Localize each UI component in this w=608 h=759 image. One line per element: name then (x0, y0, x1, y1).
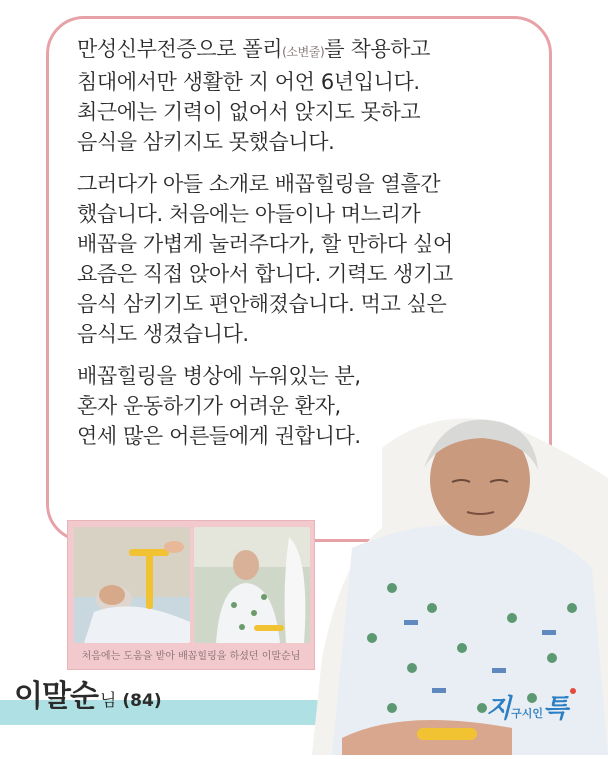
person-honorific: 님 (99, 691, 117, 711)
text-line: 배꼽을 가볍게 눌러주다가, 할 만하다 싶어 (77, 232, 453, 256)
brand-logo (486, 688, 576, 725)
logo-letter-1: 지 (486, 694, 512, 724)
story-text (77, 34, 545, 463)
paragraph-2 (77, 169, 545, 349)
logo-small-text: 구시인 (511, 707, 544, 720)
text-line: 음식 삼키기도 편안해졌습니다. 먹고 싶은 (77, 292, 447, 316)
logo-letter-2: 특 (543, 694, 569, 724)
text-line: 음식을 삼키지도 못했습니다. (77, 130, 335, 154)
person-age: (84) (122, 691, 162, 711)
paragraph-1 (77, 34, 545, 157)
text-line: 침대에서만 생활한 지 어언 6년입니다. (77, 70, 420, 94)
photo-lying-in-bed (74, 527, 190, 643)
text-line: 그러다가 아들 소개로 배꼽힐링을 열흘간 (77, 172, 441, 196)
text-line: 최근에는 기력이 없어서 앉지도 못하고 (77, 100, 421, 124)
person-name (14, 671, 162, 715)
text-line: 배꼽힐링을 병상에 누워있는 분, (77, 364, 361, 388)
text-line: 했습니다. 처음에는 아들이나 며느리가 (77, 202, 421, 226)
text-line-start: 만성신부전증으로 폴리 (77, 37, 283, 61)
text-line: 요즘은 직접 앉아서 합니다. 기력도 생기고 (77, 262, 453, 286)
text-line (77, 34, 545, 67)
photo-sitting-up (194, 527, 310, 643)
photo-caption: 처음에는 도움을 받아 배꼽힐링을 하셨던 이말순님 (81, 651, 301, 662)
text-line-end: 를 착용하고 (324, 37, 430, 61)
person-name-main: 이말순 (14, 679, 98, 714)
photo-frame (67, 520, 315, 670)
text-line: 혼자 운동하기가 어려운 환자, (77, 394, 341, 418)
text-line: 음식도 생겼습니다. (77, 322, 249, 346)
small-note: (소변줄) (282, 45, 325, 59)
logo-dot-icon (570, 688, 576, 694)
text-line: 연세 많은 어른들에게 권합니다. (77, 424, 361, 448)
